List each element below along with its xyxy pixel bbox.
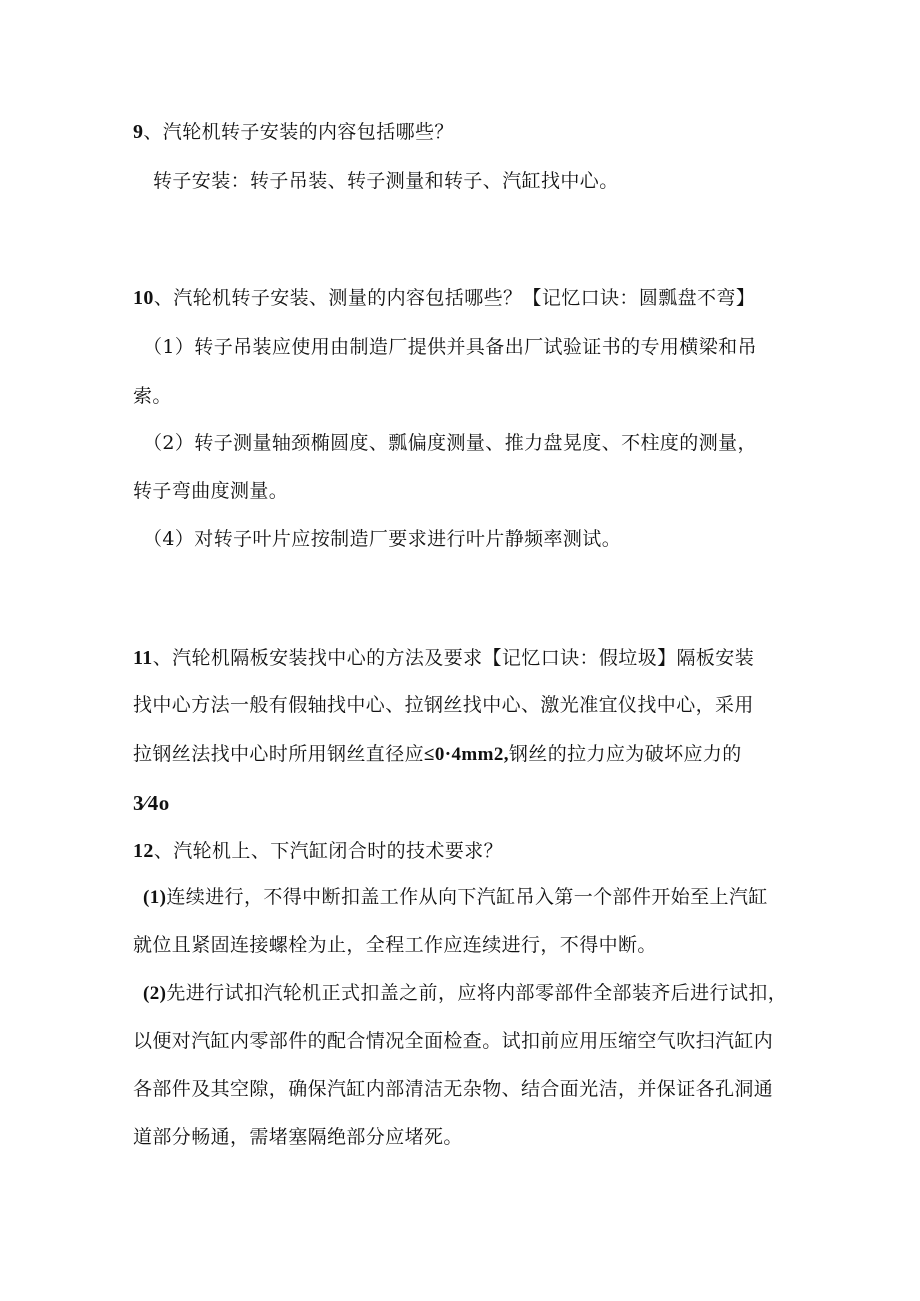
q11-line3-b: ≤0·4mm2, [424,744,509,765]
q10-item4: （4）对转子叶片应按制造厂要求进行叶片静频率测试。 [143,528,622,550]
q10-item2-line1: （2）转子测量轴颈椭圆度、瓢偏度测量、推力盘晃度、不柱度的测量， [143,432,757,454]
q12-number: 12 [133,840,154,862]
q12-heading [133,838,503,864]
q12-p2-line2: 以便对汽缸内零部件的配合情况全面检查。试扣前应用压缩空气吹扫汽缸内 [133,1030,774,1052]
q12-p1-line1 [143,884,768,911]
q12-p2-line1 [143,980,787,1007]
q12-p1-line1-text: 连续进行，不得中断扣盖工作从向下汽缸吊入第一个部件开始至上汽缸 [166,886,768,908]
q11-line1-text: 、汽轮机隔板安装找中心的方法及要求【记忆口诀：假垃圾】隔板安装 [152,647,755,669]
q11-line3-a: 拉钢丝法找中心时所用钢丝直径应 [133,743,425,765]
q12-p2-label: (2) [143,983,167,1004]
q12-p1-label: (1) [143,887,167,908]
q9-answer: 转子安装：转子吊装、转子测量和转子、汽缸找中心。 [153,170,619,192]
q11-number: 11 [133,647,153,669]
q12-p2-line4: 道部分畅通，需堵塞隔绝部分应堵死。 [133,1126,463,1148]
q12-p2-line3: 各部件及其空隙，确保汽缸内部清洁无杂物、结合面光洁，并保证各孔洞通 [133,1078,774,1100]
q10-item1-line1: （1）转子吊装应使用由制造厂提供并具备出厂试验证书的专用横梁和吊 [143,336,757,358]
q11-line3 [133,741,742,768]
q9-heading [133,119,454,145]
q9-number: 9 [133,121,144,143]
q12-p1-line2: 就位且紧固连接螺栓为止，全程工作应连续进行，不得中断。 [133,934,657,956]
q11-line4: 3⁄4o [133,791,170,815]
q10-item2-line2: 转子弯曲度测量。 [133,480,289,502]
q10-number: 10 [133,287,154,309]
q11-line1 [133,645,754,671]
q9-title: 、汽轮机转子安装的内容包括哪些？ [143,121,454,143]
q11-line3-c: 钢丝的拉力应为破坏应力的 [508,743,742,765]
q10-item1-line2: 索。 [133,385,172,407]
q12-p2-line1-text: 先进行试扣汽轮机正式扣盖之前，应将内部零部件全部装齐后进行试扣， [166,982,788,1004]
q10-title: 、汽轮机转子安装、测量的内容包括哪些？【记忆口诀：圆瓢盘不弯】 [153,287,756,309]
q11-line2: 找中心方法一般有假轴找中心、拉钢丝找中心、激光准宜仪找中心，采用 [133,694,754,716]
q12-title: 、汽轮机上、下汽缸闭合时的技术要求？ [153,840,504,862]
q10-heading [133,285,755,311]
